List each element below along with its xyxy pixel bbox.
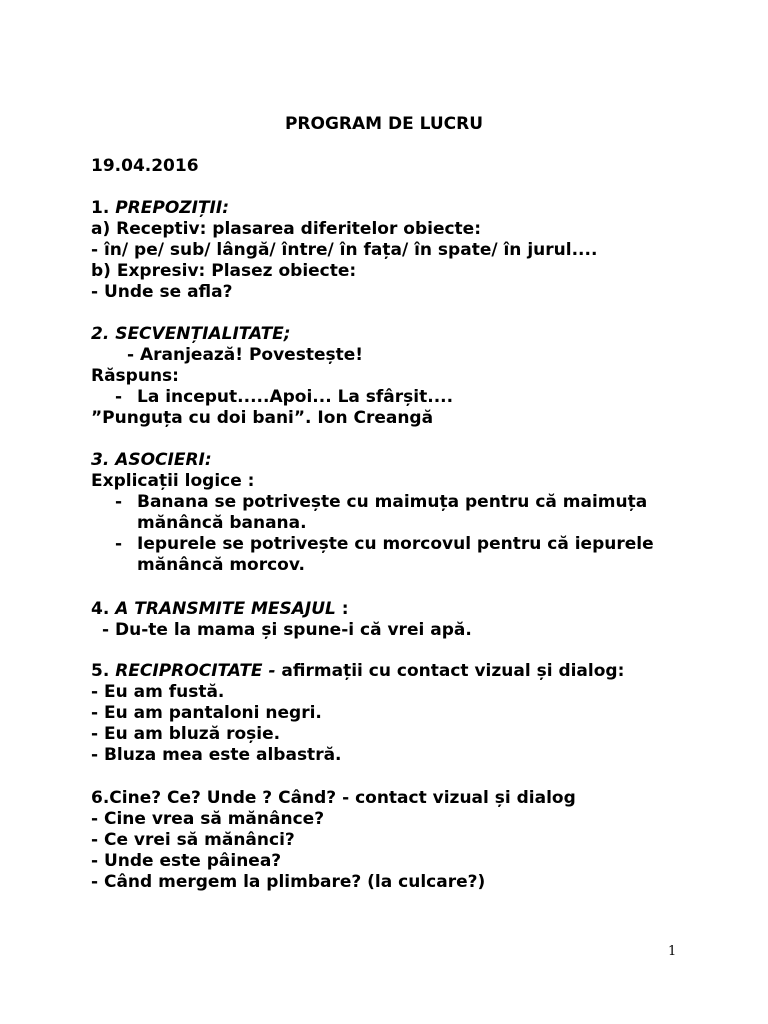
section-5-line-4: - Bluza mea este albastră. [91, 745, 342, 765]
section-1-question: - Unde se afla? [91, 282, 233, 302]
section-3-item-2-line-2: mănâncă morcov. [137, 555, 306, 575]
section-1-expressive: b) Expresiv: Plasez obiecte: [91, 261, 357, 281]
section-5-description: afirmații cu contact vizual și dialog: [275, 661, 625, 681]
section-3-item-1-dash: - [115, 492, 123, 512]
document-date: 19.04.2016 [91, 156, 199, 176]
section-6-line-1: - Cine vrea să mănânce? [91, 809, 325, 829]
section-2-story: ”Punguța cu doi bani”. Ion Creangă [91, 408, 434, 428]
section-2-answer: La inceput.....Apoi... La sfârșit.... [137, 387, 454, 407]
section-6-line-3: - Unde este pâinea? [91, 851, 282, 871]
section-5-line-3: - Eu am bluză roșie. [91, 724, 281, 744]
section-6-heading: 6.Cine? Ce? Unde ? Când? - contact vizual și dialog [91, 788, 576, 808]
section-6-line-4: - Când mergem la plimbare? (la culcare?) [91, 872, 486, 892]
section-2-heading: 2. SECVENȚIALITATE; [91, 324, 291, 344]
section-3-item-2-line-1: Iepurele se potrivește cu morcovul pentru că iepurele [137, 534, 654, 554]
section-3-label: Explicații logice : [91, 471, 255, 491]
section-4-colon: : [335, 599, 349, 619]
section-4-line: - Du-te la mama și spune-i că vrei apă. [102, 620, 472, 640]
section-1-prepositions: - în/ pe/ sub/ lângă/ între/ în fața/ în spate/ în jurul.... [91, 240, 598, 260]
section-2-answer-label: Răspuns: [91, 366, 179, 386]
section-2-instruction: - Aranjează! Povestește! [127, 345, 364, 365]
section-1-number: 1. [91, 198, 116, 218]
section-5-line-1: - Eu am fustă. [91, 682, 225, 702]
section-5-heading [91, 661, 624, 682]
page-number: 1 [668, 944, 677, 959]
section-5-title: RECIPROCITATE - [115, 661, 276, 681]
section-4-heading [91, 599, 349, 620]
section-1-heading [91, 198, 229, 219]
section-3-heading: 3. ASOCIERI: [91, 450, 212, 470]
section-3-item-1-line-1: Banana se potrivește cu maimuța pentru că maimuța [137, 492, 648, 512]
section-1-receptive: a) Receptiv: plasarea diferitelor obiecte: [91, 219, 482, 239]
document-title: PROGRAM DE LUCRU [284, 114, 484, 134]
section-4-title: A TRANSMITE MESAJUL [115, 599, 336, 619]
section-5-line-2: - Eu am pantaloni negri. [91, 703, 322, 723]
section-3-item-1-line-2: mănâncă banana. [137, 513, 307, 533]
section-6-line-2: - Ce vrei să mănânci? [91, 830, 295, 850]
section-5-number: 5. [91, 661, 116, 681]
section-2-answer-dash: - [115, 387, 123, 407]
section-4-number: 4. [91, 599, 116, 619]
section-3-item-2-dash: - [115, 534, 123, 554]
section-1-title: PREPOZIȚII: [115, 198, 229, 218]
